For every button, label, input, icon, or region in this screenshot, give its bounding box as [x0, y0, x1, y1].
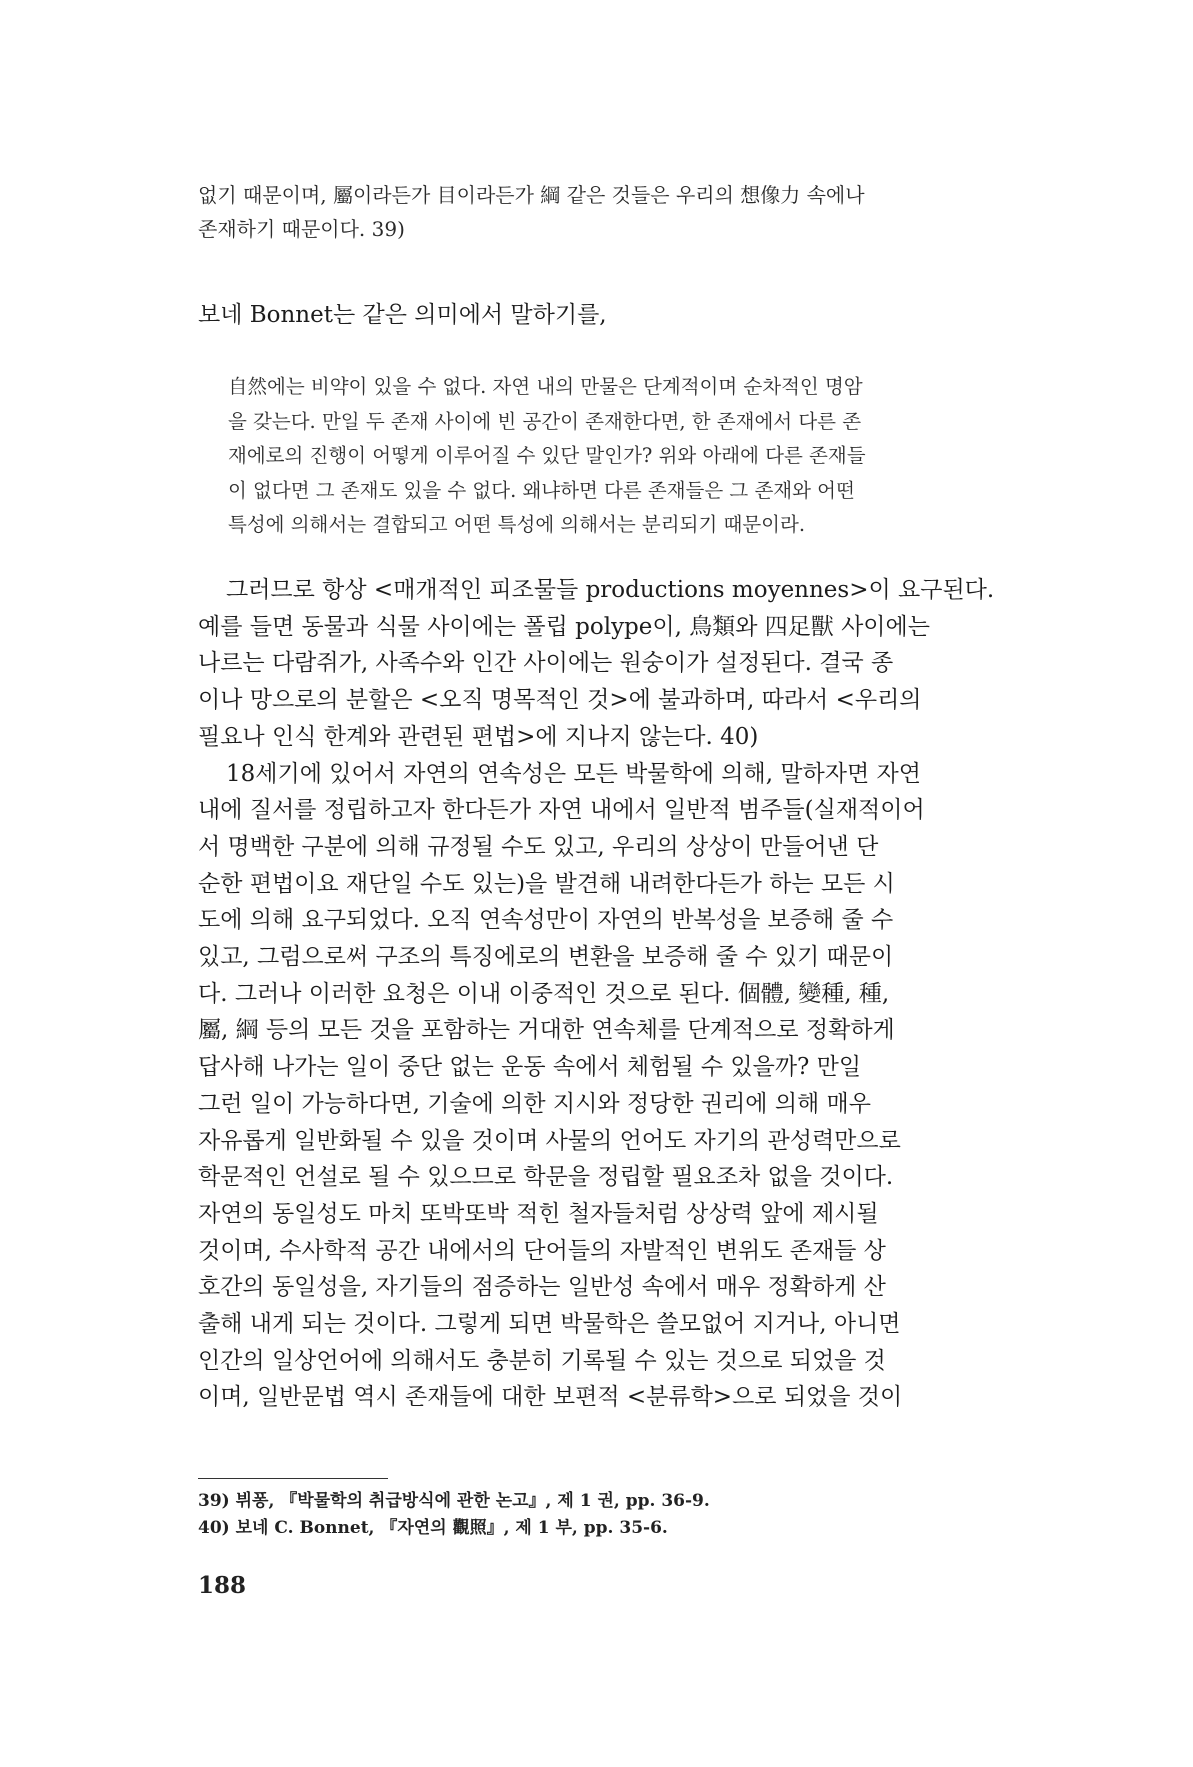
body-line: 자유롭게 일반화될 수 있을 것이며 사물의 언어도 자기의 관성력만으로 — [198, 1127, 901, 1154]
footnote-divider — [198, 1478, 388, 1479]
footnotes — [198, 1488, 1038, 1542]
quote-line: 재에로의 진행이 어떻게 이루어질 수 있단 말인가? 위와 아래에 다른 존재들 — [228, 444, 866, 467]
quote-line: 을 갖는다. 만일 두 존재 사이에 빈 공간이 존재한다면, 한 존재에서 다른 존 — [228, 409, 862, 433]
body-line: 이나 망으로의 분할은 <오직 명목적인 것>에 불과하며, 따라서 <우리의 — [198, 687, 922, 714]
page-number: 188 — [198, 1572, 247, 1599]
quote-line: 自然에는 비약이 있을 수 없다. 자연 내의 만물은 단계적이며 순차적인 명암 — [228, 375, 863, 398]
body-line: 나르는 다람쥐가, 사족수와 인간 사이에는 원숭이가 설정된다. 결국 종 — [198, 650, 894, 677]
body-line: 이며, 일반문법 역시 존재들에 대한 보편적 <분류학>으로 되었을 것이 — [198, 1384, 903, 1411]
footnote: 40) 보네 C. Bonnet, 『자연의 觀照』, 제 1 부, pp. 35-6. — [198, 1518, 668, 1538]
body-line: 18세기에 있어서 자연의 연속성은 모든 박물학에 의해, 말하자면 자연 — [226, 760, 921, 787]
block-quote — [228, 370, 1040, 543]
body-line: 인간의 일상언어에 의해서도 충분히 기록될 수 있는 것으로 되었을 것 — [198, 1347, 886, 1374]
body-line: 예를 들면 동물과 식물 사이에는 폴립 polype이, 鳥類와 四足獸 사이에는 — [198, 613, 930, 640]
body-line: 순한 편법이요 재단일 수도 있는)을 발견해 내려한다든가 하는 모든 시 — [198, 870, 895, 897]
body-line: 그런 일이 가능하다면, 기술에 의한 지시와 정당한 권리에 의해 매우 — [198, 1090, 871, 1117]
body-line: 학문적인 언설로 될 수 있으므로 학문을 정립할 필요조차 없을 것이다. — [198, 1164, 894, 1191]
body-line: 답사해 나가는 일이 중단 없는 운동 속에서 체험될 수 있을까? 만일 — [198, 1054, 862, 1081]
body-line: 屬, 綱 등의 모든 것을 포함하는 거대한 연속체를 단계적으로 정확하게 — [198, 1017, 895, 1044]
intro-line: 존재하기 때문이다. 39) — [198, 217, 405, 241]
body-line: 자연의 동일성도 마치 또박또박 적힌 철자들처럼 상상력 앞에 제시될 — [198, 1200, 879, 1227]
lead-in-line — [198, 298, 1038, 332]
intro-paragraph — [198, 178, 1038, 246]
quote-line: 이 없다면 그 존재도 있을 수 없다. 왜냐하면 다른 존재들은 그 존재와 어떤 — [228, 478, 855, 502]
quote-line: 특성에 의해서는 결합되고 어떤 특성에 의해서는 분리되기 때문이라. — [228, 513, 806, 536]
body-text — [198, 572, 1038, 1416]
intro-line: 없기 때문이며, 屬이라든가 目이라든가 綱 같은 것들은 우리의 想像力 속에나 — [198, 183, 865, 207]
body-line: 서 명백한 구분에 의해 규정될 수도 있고, 우리의 상상이 만들어낸 단 — [198, 833, 879, 860]
body-line: 그러므로 항상 <매개적인 피조물들 productions moyennes>이 요구된다. — [226, 577, 995, 603]
lead-text: 보네 Bonnet는 같은 의미에서 말하기를, — [198, 302, 607, 328]
body-line: 도에 의해 요구되었다. 오직 연속성만이 자연의 반복성을 보증해 줄 수 — [198, 907, 894, 934]
body-line: 출해 내게 되는 것이다. 그렇게 되면 박물학은 쓸모없어 지거나, 아니면 — [198, 1311, 901, 1338]
body-line: 호간의 동일성을, 자기들의 점증하는 일반성 속에서 매우 정확하게 산 — [198, 1274, 886, 1301]
body-line: 필요나 인식 한계와 관련된 편법>에 지나지 않는다. 40) — [198, 723, 759, 750]
body-line: 내에 질서를 정립하고자 한다든가 자연 내에서 일반적 범주들(실재적이어 — [198, 797, 925, 824]
body-line: 다. 그러나 이러한 요청은 이내 이중적인 것으로 된다. 個體, 變種, 種, — [198, 980, 890, 1007]
body-line: 있고, 그럼으로써 구조의 특징에로의 변환을 보증해 줄 수 있기 때문이 — [198, 944, 894, 971]
footnote: 39) 뷔퐁, 『박물학의 취급방식에 관한 논고』, 제 1 권, pp. 36-9. — [198, 1491, 710, 1511]
body-line: 것이며, 수사학적 공간 내에서의 단어들의 자발적인 변위도 존재들 상 — [198, 1237, 886, 1264]
